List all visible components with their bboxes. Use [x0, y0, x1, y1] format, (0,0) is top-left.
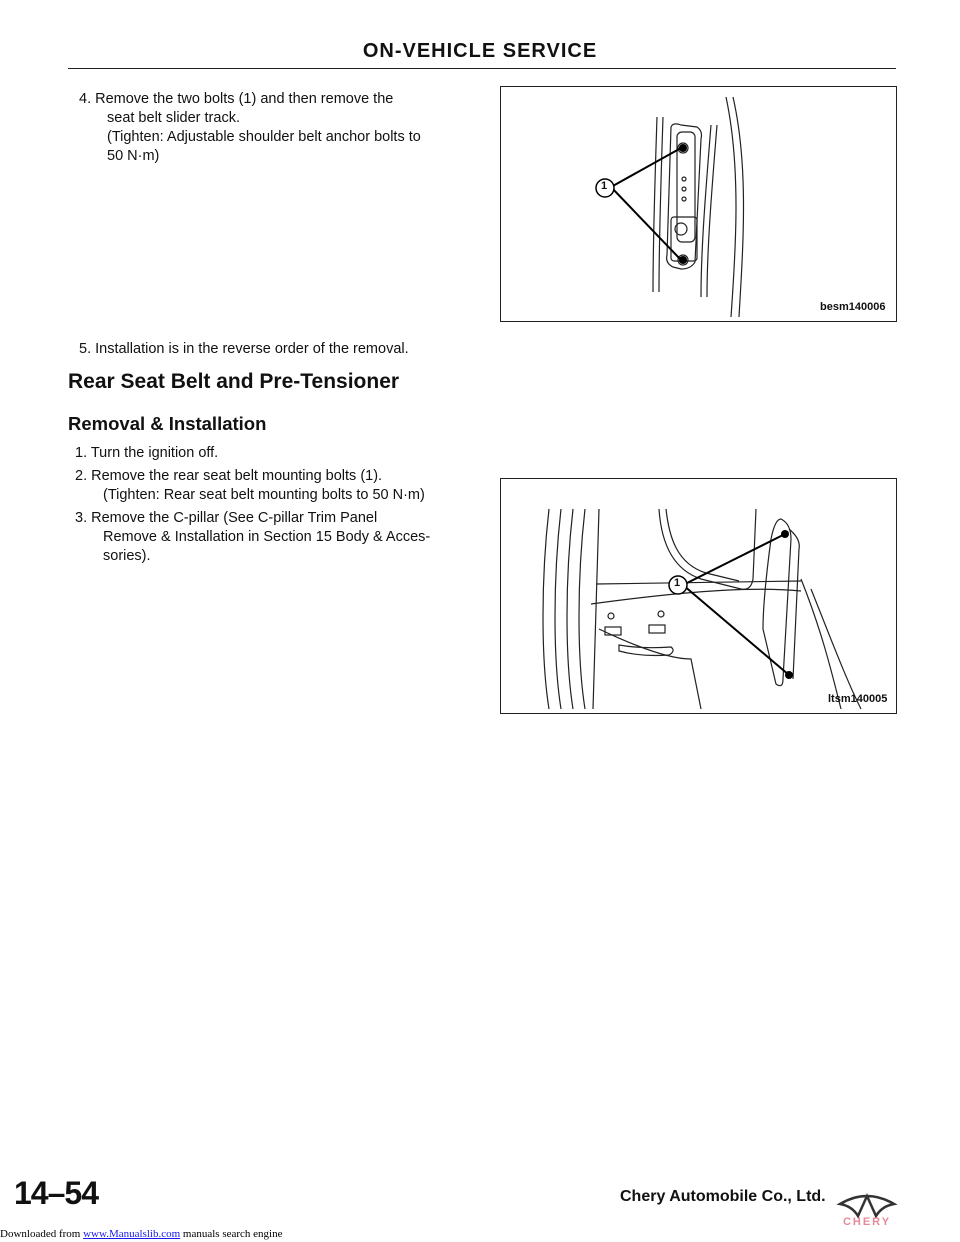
chery-logo-text: CHERY	[842, 1216, 892, 1228]
figure-1-code: besm140006	[820, 301, 886, 313]
section-title: Rear Seat Belt and Pre-Tensioner	[68, 370, 400, 393]
manualslib-link[interactable]: www.Manualslib.com	[83, 1228, 181, 1240]
figure-2-callout: 1	[674, 577, 681, 589]
step-4-line-2: seat belt slider track.	[107, 110, 240, 126]
step-3-line-1: 3. Remove the C-pillar (See C-pillar Trim Panel	[75, 510, 378, 526]
rear-seat-belt-illustration	[501, 479, 896, 713]
company-name: Chery Automobile Co., Ltd.	[620, 1188, 826, 1205]
shoulder-belt-anchor-illustration	[501, 87, 896, 321]
step-5	[79, 340, 463, 359]
step-5-line-1: 5. Installation is in the reverse order of the removal.	[79, 341, 409, 357]
subsection-title: Removal & Installation	[68, 413, 267, 434]
page-number: 14–54	[14, 1175, 98, 1211]
step-1	[75, 444, 465, 463]
download-suffix: manuals search engine	[180, 1228, 283, 1240]
figure-besm140006	[500, 86, 897, 322]
step-2	[75, 467, 465, 505]
step-2-line-2: (Tighten: Rear seat belt mounting bolts to 50 N·m)	[103, 487, 425, 503]
figure-ltsm140005	[500, 478, 897, 714]
figure-1-callout: 1	[601, 180, 608, 192]
chery-logo	[836, 1190, 898, 1230]
step-4-line-3: (Tighten: Adjustable shoulder belt anchor bolts to	[107, 129, 421, 145]
step-3	[75, 509, 465, 566]
download-prefix: Downloaded from	[0, 1228, 84, 1240]
step-3-line-2: Remove & Installation in Section 15 Body & Acces-	[103, 529, 431, 545]
step-4-line-1: 4. Remove the two bolts (1) and then remove the	[79, 91, 394, 107]
download-notice	[0, 1228, 282, 1240]
page-header-title: ON-VEHICLE SERVICE	[362, 40, 598, 62]
header-divider	[68, 68, 896, 69]
step-4-line-4: 50 N·m)	[107, 148, 160, 164]
step-3-line-3: sories).	[103, 548, 151, 564]
figure-2-code: ltsm140005	[828, 693, 888, 705]
step-2-line-1: 2. Remove the rear seat belt mounting bolts (1).	[75, 468, 383, 484]
step-4	[79, 90, 463, 166]
step-1-line-1: 1. Turn the ignition off.	[75, 445, 219, 461]
